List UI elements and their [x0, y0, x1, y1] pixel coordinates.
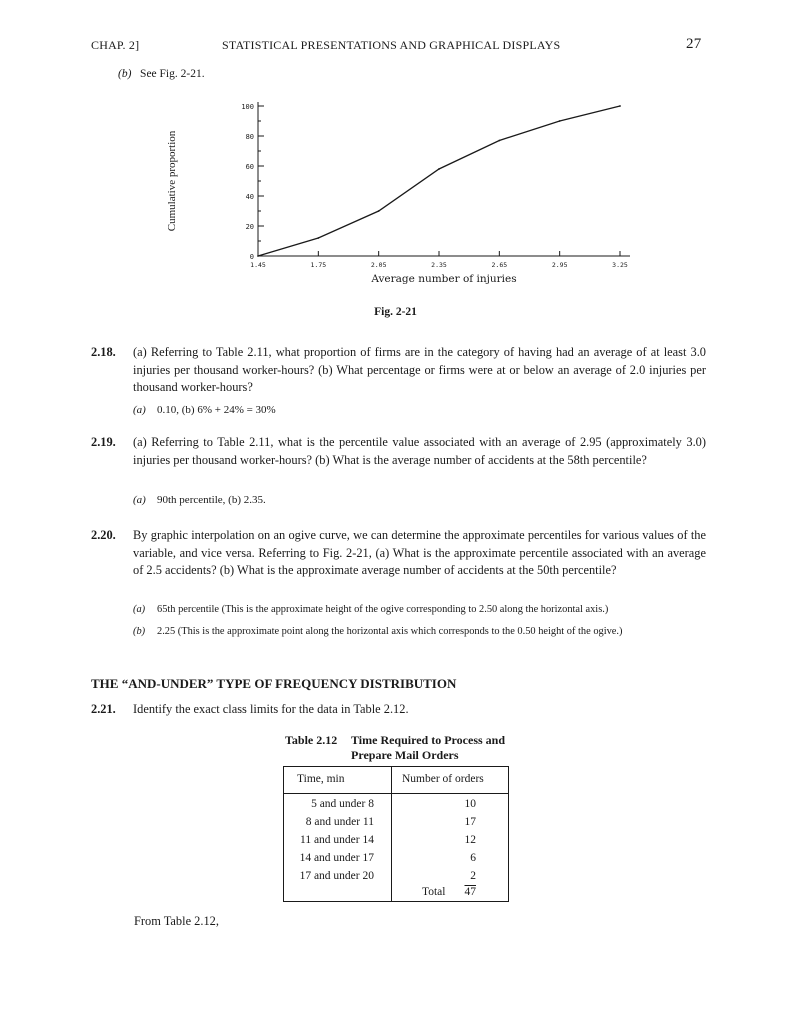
- ogive-line: [258, 106, 620, 256]
- answer-2-18: [133, 404, 276, 416]
- x-axis-label: Average number of injuries: [371, 273, 517, 285]
- x-tick-label: 3.25: [612, 261, 628, 269]
- figure-reference-text: See Fig. 2-21.: [140, 68, 205, 80]
- answer-text: 2.25 (This is the approximate point along the horizontal axis which corresponds to the 0.50 height of the ogive.): [157, 626, 623, 637]
- table-total-label: Total: [422, 886, 446, 898]
- problem-2-18: [91, 344, 706, 397]
- problem-text: By graphic interpolation on an ogive curve, we can determine the approximate percentiles for various values of the variable, and vice versa. Referring to Fig. 2-21, (a) What is the approximate percentile associated with an average of 2.5 accidents? (b) What is the approximate average number of accidents at the 50th percentile?: [133, 528, 706, 578]
- column-header-orders: Number of orders: [402, 773, 484, 785]
- data-point: [619, 105, 621, 107]
- answer-text: 90th percentile, (b) 2.35.: [157, 494, 266, 506]
- y-tick-label: 100: [241, 103, 254, 111]
- x-tick-label: 2.65: [491, 261, 508, 269]
- problem-number: 2.18.: [91, 345, 116, 359]
- figure-reference: [118, 68, 205, 80]
- column-divider: [391, 767, 392, 901]
- x-tick-label: 2.05: [370, 261, 387, 269]
- frequency-table: [283, 766, 509, 902]
- table-total-value: 47: [464, 886, 476, 898]
- table-cell-time: 5 and under 8: [311, 798, 374, 810]
- problem-text: (a) Referring to Table 2.11, what proportion of firms are in the category of having had an average of at least 3.0 injuries per thousand worker-hours? (b) What percentage or firms were at or below an average of 2.0 injuries per thousand worker-hours?: [133, 345, 706, 395]
- problem-number: 2.19.: [91, 435, 116, 449]
- problem-2-21: [91, 701, 706, 719]
- figure-caption: Fig. 2-21: [374, 306, 417, 318]
- problem-text: Identify the exact class limits for the data in Table 2.12.: [133, 702, 409, 716]
- answer-label: (a): [133, 494, 146, 506]
- data-point: [257, 255, 259, 257]
- answer-label: (a): [133, 604, 146, 615]
- problem-2-20: [91, 527, 706, 580]
- table-cell-time: 8 and under 11: [305, 816, 374, 828]
- table-cell-time: 14 and under 17: [299, 852, 374, 864]
- data-point: [438, 168, 440, 170]
- running-header-title: STATISTICAL PRESENTATIONS AND GRAPHICAL DISPLAYS: [222, 38, 561, 52]
- table-cell-orders: 17: [464, 816, 476, 828]
- problem-number: 2.20.: [91, 528, 116, 542]
- y-axis-label: Cumulative proportion: [166, 130, 178, 232]
- x-tick-label: 1.45: [250, 261, 266, 269]
- table-cell-orders: 2: [470, 870, 476, 882]
- data-point: [317, 237, 319, 239]
- answer-2-19: [133, 494, 266, 506]
- problem-2-19: [91, 434, 706, 469]
- answer-2-20-b: [133, 626, 622, 637]
- section-heading: THE “AND-UNDER” TYPE OF FREQUENCY DISTRIBUTION: [91, 676, 457, 691]
- problem-number: 2.21.: [91, 702, 116, 716]
- closing-text: From Table 2.12,: [134, 914, 219, 928]
- table-label: Table 2.12: [285, 733, 338, 747]
- x-tick-label: 2.35: [431, 261, 447, 269]
- y-tick-label: 40: [245, 193, 254, 201]
- y-tick-label: 0: [249, 253, 254, 261]
- y-tick-label: 20: [245, 223, 254, 231]
- x-tick-label: 1.75: [310, 261, 327, 269]
- figure-reference-label: (b): [118, 68, 132, 80]
- answer-text: 65th percentile (This is the approximate height of the ogive corresponding to 2.50 along the horizontal axis.): [157, 604, 609, 615]
- y-tick-label: 60: [245, 163, 254, 171]
- data-point: [498, 140, 500, 142]
- y-tick-label: 80: [245, 133, 254, 141]
- answer-label: (a): [133, 404, 146, 416]
- ogive-chart: [150, 96, 640, 291]
- table-title-line-2: Prepare Mail Orders: [351, 748, 459, 762]
- x-tick-label: 2.95: [551, 261, 568, 269]
- answer-text: 0.10, (b) 6% + 24% = 30%: [157, 404, 276, 416]
- answer-label: (b): [133, 626, 146, 637]
- table-title-line-1: Time Required to Process and: [351, 733, 506, 747]
- table-cell-orders: 12: [464, 834, 476, 846]
- table-cell-orders: 10: [464, 798, 476, 810]
- answer-2-20-a: [133, 604, 608, 615]
- table-header-row: [284, 767, 508, 794]
- running-header-chapter: CHAP. 2]: [91, 38, 140, 52]
- data-point: [559, 120, 561, 122]
- table-cell-orders: 6: [470, 852, 476, 864]
- column-header-time: Time, min: [297, 773, 345, 785]
- data-point: [378, 210, 380, 212]
- table-cell-time: 11 and under 14: [300, 834, 374, 846]
- page-number: 27: [686, 36, 702, 52]
- table-cell-time: 17 and under 20: [299, 870, 374, 882]
- problem-text: (a) Referring to Table 2.11, what is the percentile value associated with an average of 2.95 (approximately 3.0) injuries per thousand worker-hours? (b) What is the average number of accidents at the 58th percentile?: [133, 435, 706, 467]
